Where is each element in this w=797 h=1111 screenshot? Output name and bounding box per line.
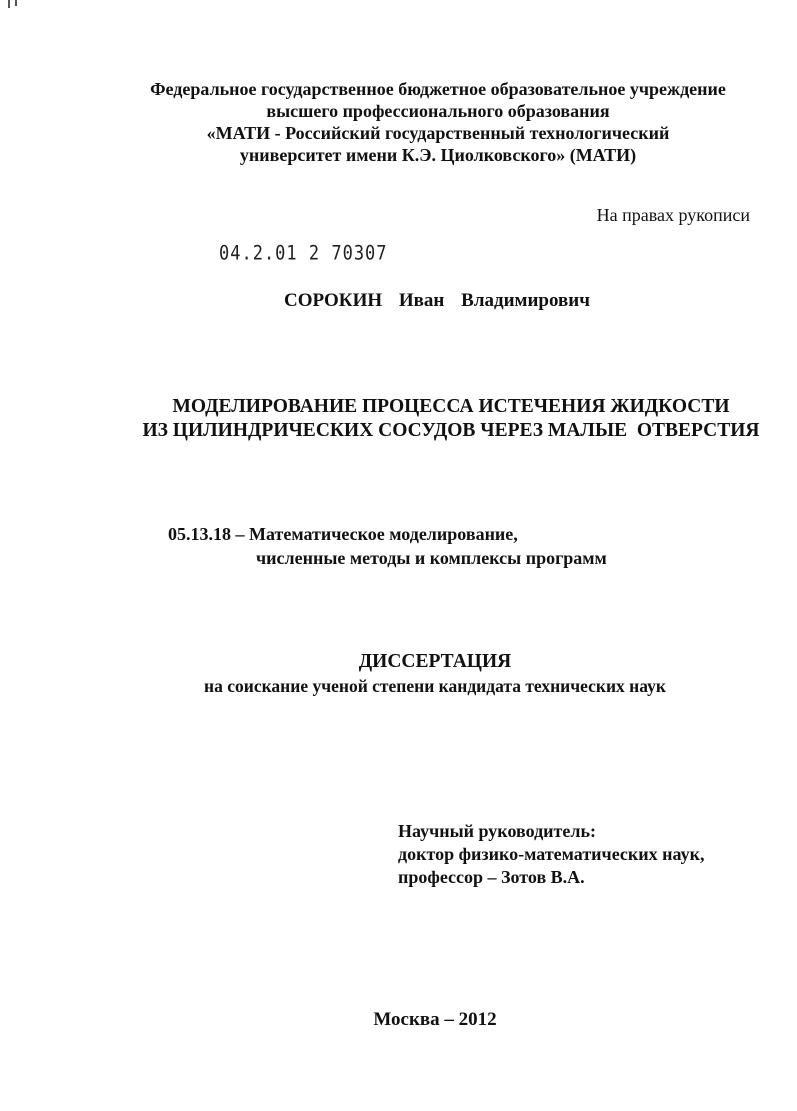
document-type-subtitle: на соискание ученой степени кандидата технических наук <box>204 676 666 696</box>
specialty-code <box>168 522 607 570</box>
author-patronymic: Владимирович <box>461 290 590 311</box>
scan-mark-top-left-2 <box>15 0 17 6</box>
city-year: Москва – 2012 <box>373 1009 497 1030</box>
institution-header <box>40 78 797 166</box>
scan-mark-top-left <box>8 0 10 8</box>
thesis-title-line-1: МОДЕЛИРОВАНИЕ ПРОЦЕССА ИСТЕЧЕНИЯ ЖИДКОСТИ <box>172 396 730 417</box>
author-surname: СОРОКИН <box>284 290 383 311</box>
thesis-title-line-2: ИЗ ЦИЛИНДРИЧЕСКИХ СОСУДОВ ЧЕРЕЗ МАЛЫЕ ОТВЕРСТИЯ <box>142 420 760 441</box>
scientific-advisor <box>398 820 704 889</box>
advisor-label: Научный руководитель: <box>398 821 596 841</box>
author-first-name: Иван <box>398 290 445 311</box>
institution-line-4: университет имени К.Э. Циолковского» (МАТИ) <box>239 145 637 165</box>
advisor-degree: доктор физико-математических наук, <box>398 844 705 864</box>
advisor-person: профессор – Зотов В.А. <box>398 867 585 887</box>
specialty-line-2: численные методы и комплексы программ <box>256 548 607 568</box>
institution-line-3: «МАТИ - Российский государственный технологический <box>206 123 670 143</box>
document-type-heading: ДИССЕРТАЦИЯ <box>358 651 512 672</box>
institution-line-1: Федеральное государственное бюджетное образовательное учреждение <box>150 79 726 99</box>
document-type <box>0 650 797 698</box>
author-name <box>0 290 797 312</box>
manuscript-rights-note: На правах рукописи <box>596 205 750 225</box>
institution-line-2: высшего профессионального образования <box>266 101 610 121</box>
library-stamp-number: 04.2.01 2 70307 <box>219 242 388 265</box>
specialty-line-1: 05.13.18 – Математическое моделирование, <box>168 524 518 544</box>
thesis-title <box>0 395 797 443</box>
